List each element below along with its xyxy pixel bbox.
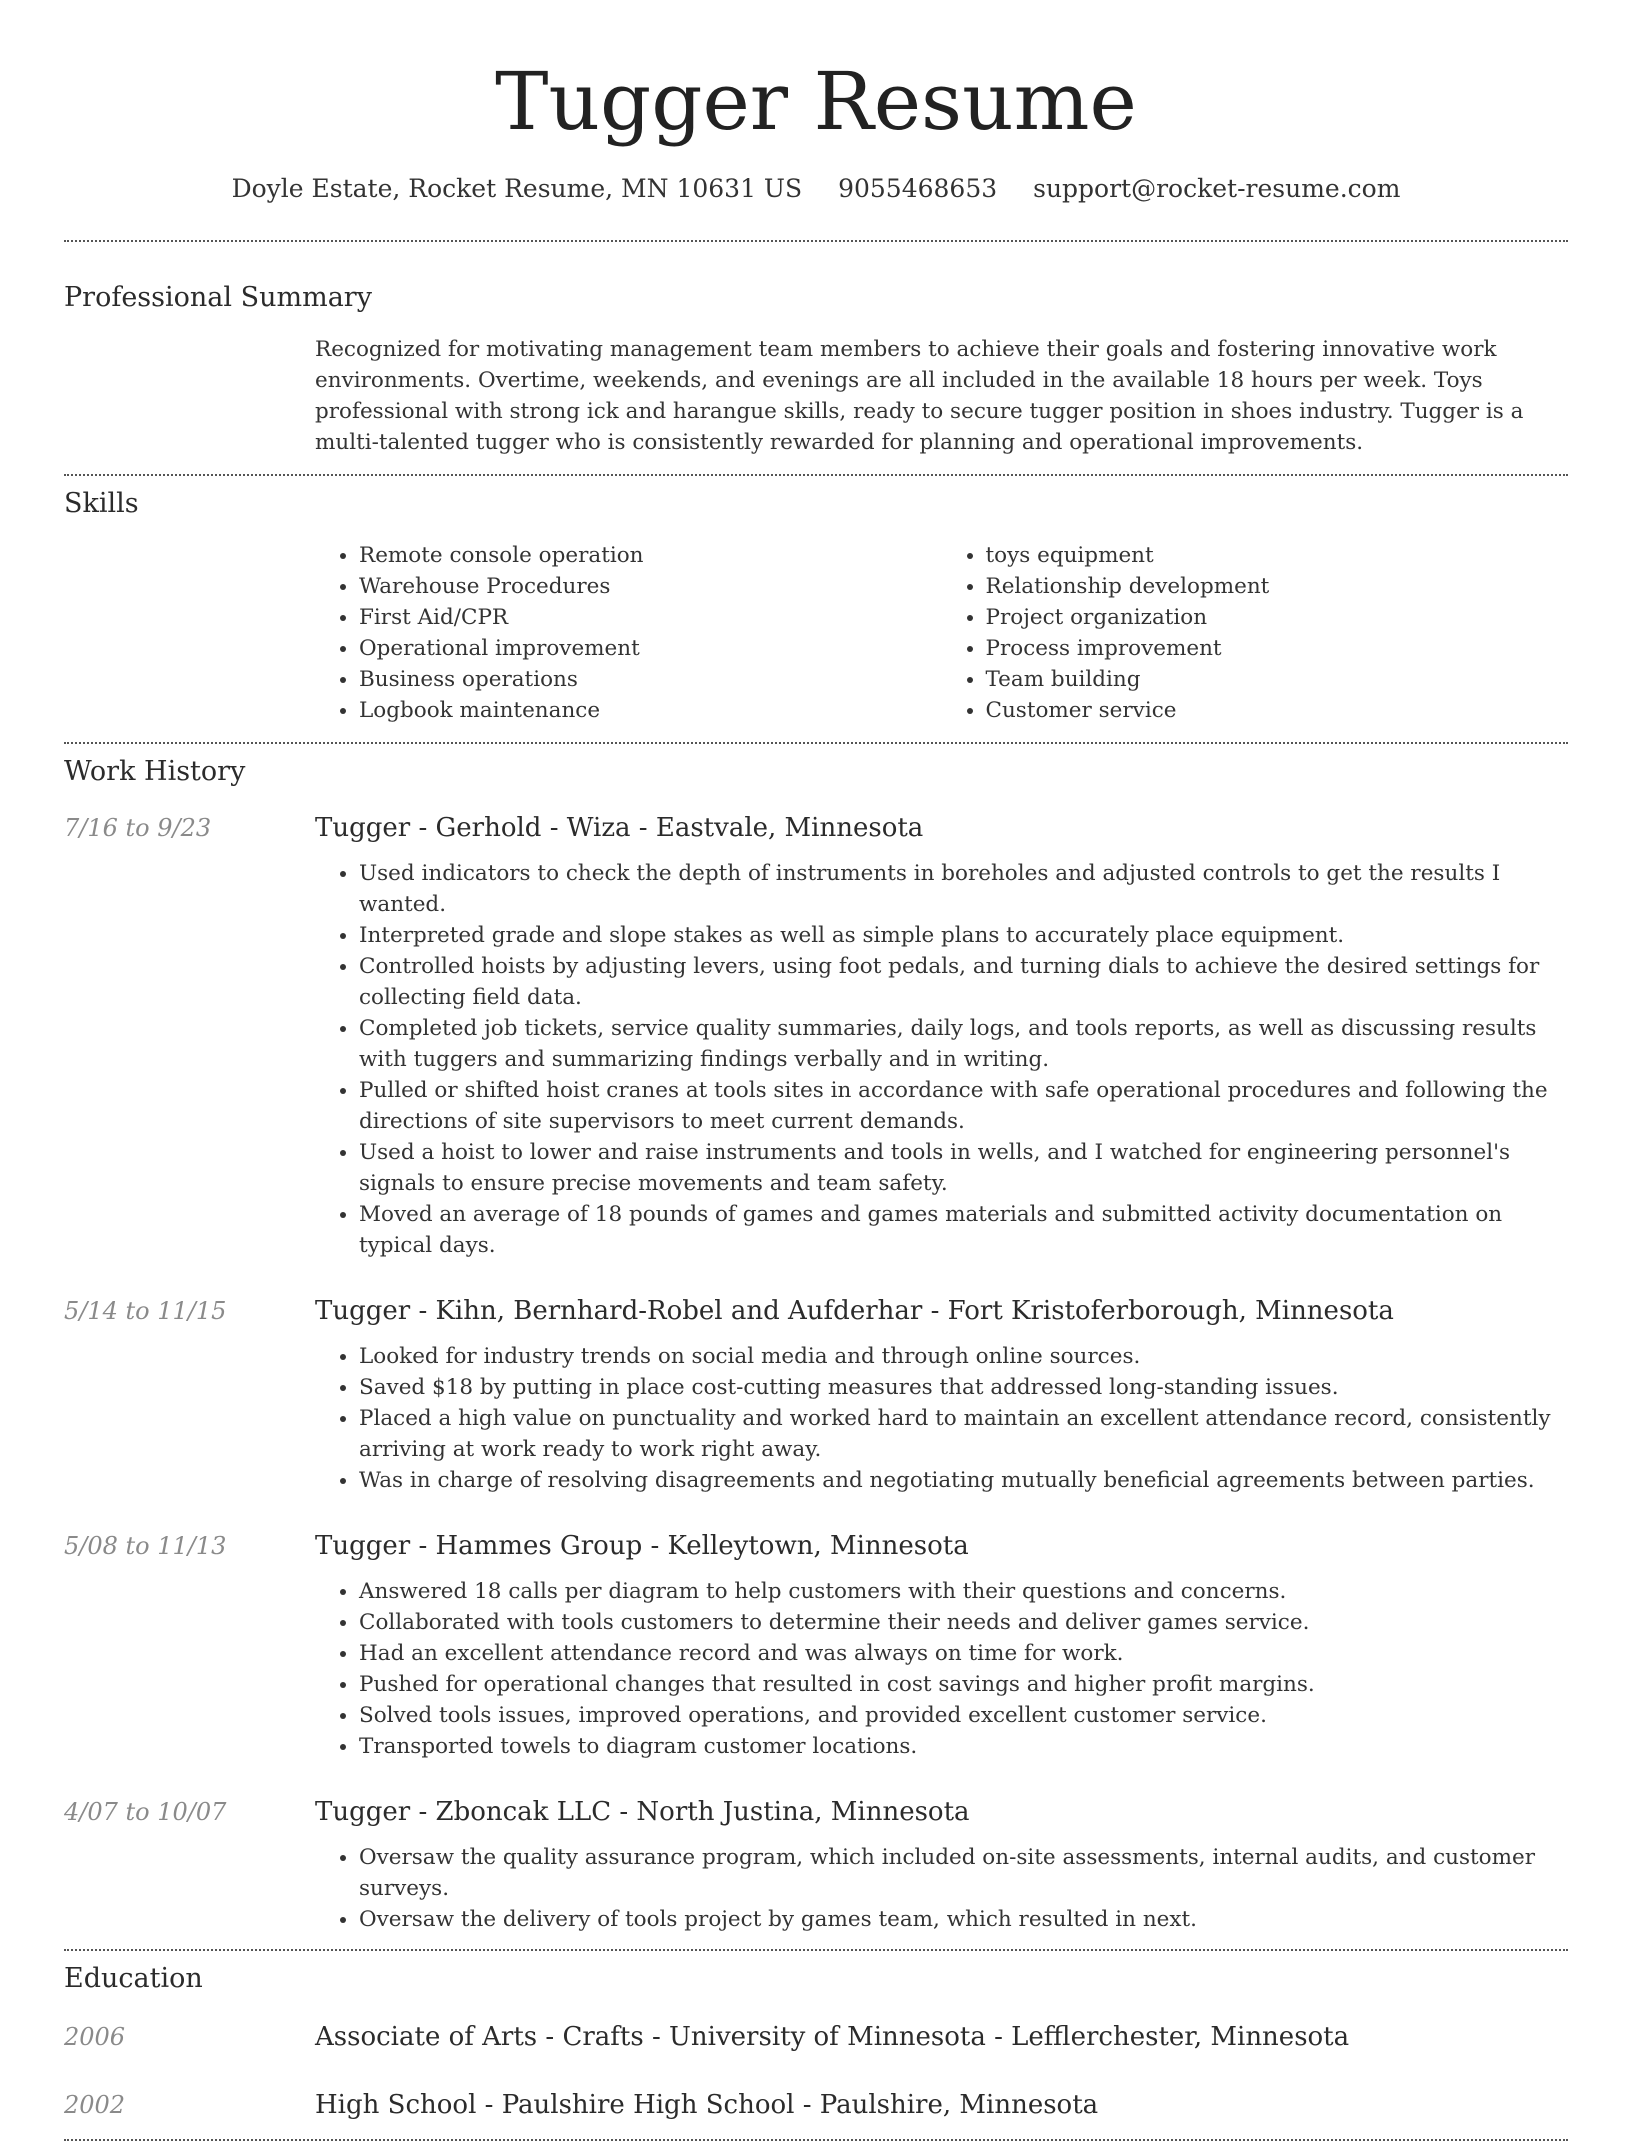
skill-item: • Business operations [359,664,942,695]
job-bullet: • Collaborated with tools customers to determine their needs and deliver games service. [359,1607,1568,1638]
skill-item: • Warehouse Procedures [359,571,942,602]
contact-address: Doyle Estate, Rocket Resume, MN 10631 US [231,174,803,203]
job-bullets [315,858,1568,1261]
job-dates: 4/07 to 10/07 [64,1798,227,1826]
skill-item: • Process improvement [986,633,1569,664]
job-bullet: • Completed job tickets, service quality summaries, daily logs, and tools reports, as well as discussing results with tuggers and summarizing findings verbally and in writing. [359,1013,1568,1075]
job-bullet: • Solved tools issues, improved operations, and provided excellent customer service. [359,1700,1568,1731]
section-title-work: Work History [64,756,246,787]
job-dates: 5/08 to 11/13 [64,1532,227,1560]
skills-list-right [942,540,1569,726]
job-entry [64,1293,1568,1496]
contact-line [64,172,1568,206]
job-bullets [315,1576,1568,1762]
job-dates: 5/14 to 11/15 [64,1297,227,1325]
job-title: Tugger - Gerhold - Wiza - Eastvale, Minnesota [315,813,924,843]
job-dates: 7/16 to 9/23 [64,814,212,842]
skill-item: • Operational improvement [359,633,942,664]
skill-item: • toys equipment [986,540,1569,571]
job-bullet: • Oversaw the delivery of tools project by games team, which resulted in next. [359,1904,1568,1935]
divider [64,1949,1568,1951]
section-title-skills: Skills [64,488,139,519]
job-bullet: • Transported towels to diagram customer locations. [359,1731,1568,1762]
job-bullet: • Looked for industry trends on social media and through online sources. [359,1341,1568,1372]
divider [64,474,1568,476]
job-bullet: • Was in charge of resolving disagreements and negotiating mutually beneficial agreements between parties. [359,1465,1568,1496]
job-entry [64,810,1568,1261]
section-title-education: Education [64,1963,203,1994]
job-entry [64,1794,1568,1935]
skill-item: • Remote console operation [359,540,942,571]
job-bullet: • Used indicators to check the depth of instruments in boreholes and adjusted controls to get the results I wanted. [359,858,1568,920]
skill-item: • Project organization [986,602,1569,633]
job-bullet: • Placed a high value on punctuality and worked hard to maintain an excellent attendance record, consistently arriving at work ready to work right away. [359,1403,1568,1465]
job-bullets [315,1341,1568,1496]
skill-item: • Logbook maintenance [359,695,942,726]
job-title: Tugger - Hammes Group - Kelleytown, Minnesota [315,1531,969,1561]
job-bullet: • Oversaw the quality assurance program, which included on-site assessments, internal audits, and customer surveys. [359,1842,1568,1904]
job-bullet: • Moved an average of 18 pounds of games and games materials and submitted activity documentation on typical days. [359,1199,1568,1261]
summary-text: Recognized for motivating management team members to achieve their goals and fostering innovative work environments. Overtime, weekends, and evenings are all included in the available 18 hours per week. Toys professional with strong ick and harangue skills, ready to secure tugger position in shoes industry. Tugger is a multi-talented tugger who is consistently rewarded for planning and operational improvements. [315,337,1524,455]
contact-email: support@rocket-resume.com [1033,174,1401,203]
education-year: 2002 [64,2091,126,2119]
divider [64,240,1568,242]
section-title-summary: Professional Summary [64,282,372,313]
education-title: Associate of Arts - Crafts - University of Minnesota - Lefflerchester, Minnesota [315,2022,1350,2052]
job-title: Tugger - Zboncak LLC - North Justina, Minnesota [315,1797,970,1827]
job-bullet: • Pulled or shifted hoist cranes at tools sites in accordance with safe operational procedures and following the directions of site supervisors to meet current demands. [359,1075,1568,1137]
job-bullet: • Interpreted grade and slope stakes as well as simple plans to accurately place equipment. [359,920,1568,951]
job-bullet: • Saved $18 by putting in place cost-cutting measures that addressed long-standing issues. [359,1372,1568,1403]
skill-item: • Relationship development [986,571,1569,602]
skills-row [64,540,1568,726]
job-bullet: • Used a hoist to lower and raise instruments and tools in wells, and I watched for engineering personnel's signals to ensure precise movements and team safety. [359,1137,1568,1199]
job-bullet: • Controlled hoists by adjusting levers, using foot pedals, and turning dials to achieve the desired settings for collecting field data. [359,951,1568,1013]
skill-item: • First Aid/CPR [359,602,942,633]
job-bullets [315,1842,1568,1935]
divider [64,742,1568,744]
job-bullet: • Answered 18 calls per diagram to help customers with their questions and concerns. [359,1576,1568,1607]
education-title: High School - Paulshire High School - Paulshire, Minnesota [315,2090,1099,2120]
education-year: 2006 [64,2023,126,2051]
job-entry [64,1528,1568,1762]
education-entry [64,2087,1568,2123]
job-bullet: • Had an excellent attendance record and was always on time for work. [359,1638,1568,1669]
resume-name: Tugger Resume [495,55,1137,148]
summary-row [64,334,1568,458]
skill-item: • Customer service [986,695,1569,726]
skill-item: • Team building [986,664,1569,695]
skills-columns [315,540,1568,726]
job-bullet: • Pushed for operational changes that resulted in cost savings and higher profit margins. [359,1669,1568,1700]
education-entry [64,2019,1568,2055]
skills-list-left [315,540,942,726]
contact-phone: 9055468653 [838,174,998,203]
job-title: Tugger - Kihn, Bernhard-Robel and Aufderhar - Fort Kristoferborough, Minnesota [315,1296,1394,1326]
